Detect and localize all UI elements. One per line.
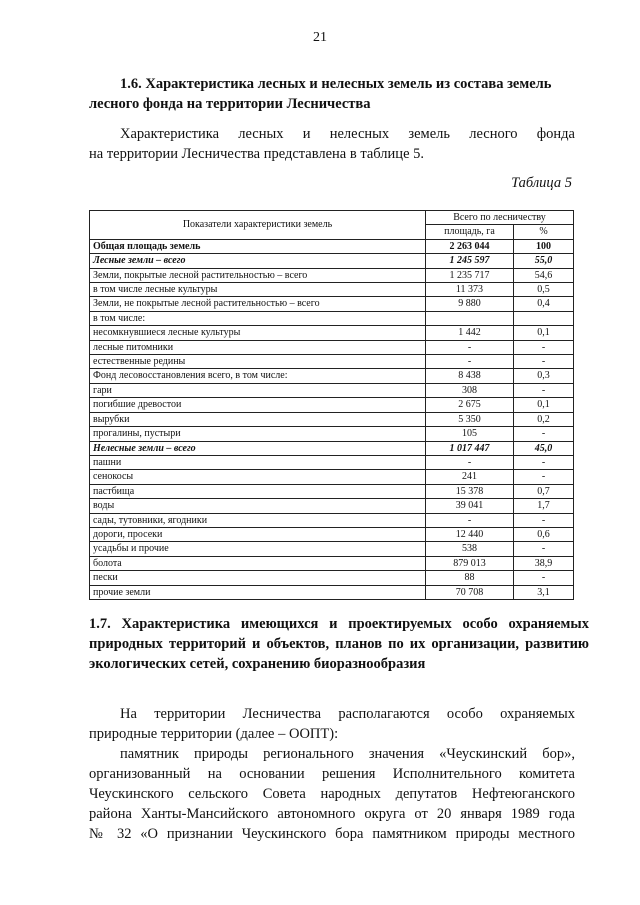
row-label: сады, тутовники, ягодники [90, 513, 426, 527]
row-percent: 54,6 [514, 268, 574, 282]
body-line-5: Чеускинского сельского Совета народных депутатов Нефтеюганского [89, 786, 575, 802]
row-percent: 45,0 [514, 441, 574, 455]
table-row [90, 484, 574, 498]
intro-line-2: на территории Лесничества представлена в таблице 5. [89, 146, 425, 162]
row-percent: 55,0 [514, 254, 574, 268]
table-row [90, 383, 574, 397]
row-area: 11 373 [426, 283, 514, 297]
row-percent: - [514, 340, 574, 354]
body-line-4: организованный на основании решения Исполнительного комитета [89, 766, 575, 782]
row-percent: - [514, 383, 574, 397]
section-heading-1-6: 1.6. Характеристика лесных и нелесных земель из состава земель лесного фонда на территории Лесничества [89, 76, 552, 112]
row-percent: 0,5 [514, 283, 574, 297]
table-row [90, 412, 574, 426]
row-percent: - [514, 513, 574, 527]
row-percent: 0,3 [514, 369, 574, 383]
row-label: гари [90, 383, 426, 397]
header-indicator: Показатели характеристики земель [90, 211, 426, 240]
row-label: вырубки [90, 412, 426, 426]
body-line-2: природные территории (далее – ООПТ): [89, 726, 339, 742]
table-row [90, 427, 574, 441]
row-label: Общая площадь земель [90, 239, 426, 253]
row-area: 105 [426, 427, 514, 441]
table-row [90, 455, 574, 469]
table-row [90, 283, 574, 297]
table-row [90, 441, 574, 455]
row-label: погибшие древостои [90, 398, 426, 412]
row-label: Нелесные земли – всего [90, 441, 426, 455]
row-label: Земли, не покрытые лесной растительностью – всего [90, 297, 426, 311]
row-percent: - [514, 427, 574, 441]
table-row [90, 556, 574, 570]
row-area: 241 [426, 470, 514, 484]
table-row [90, 499, 574, 513]
table-row [90, 239, 574, 253]
land-characteristics-table [89, 210, 574, 600]
section-heading-1-7: 1.7. Характеристика имеющихся и проектируемых особо охраняемых природных территорий и объектов, планов по их организации, развитию экологических сетей, сохранению биоразнообразия [89, 616, 589, 672]
row-area: 39 041 [426, 499, 514, 513]
table-row [90, 585, 574, 599]
intro-line-1: Характеристика лесных и нелесных земель лесного фонда [120, 126, 575, 142]
body-line-1: На территории Лесничества располагаются особо охраняемых [120, 706, 575, 722]
row-label: прочие земли [90, 585, 426, 599]
row-area: - [426, 355, 514, 369]
row-area: 5 350 [426, 412, 514, 426]
row-area: - [426, 340, 514, 354]
row-label: болота [90, 556, 426, 570]
row-area: 879 013 [426, 556, 514, 570]
row-area: 1 245 597 [426, 254, 514, 268]
row-area [426, 311, 514, 325]
table-row [90, 326, 574, 340]
row-label: усадьбы и прочие [90, 542, 426, 556]
row-label: Фонд лесовосстановления всего, в том числе: [90, 369, 426, 383]
row-percent: - [514, 455, 574, 469]
row-label: воды [90, 499, 426, 513]
row-label: пастбища [90, 484, 426, 498]
row-area: 538 [426, 542, 514, 556]
row-label: естественные редины [90, 355, 426, 369]
row-area: 12 440 [426, 527, 514, 541]
table-row [90, 340, 574, 354]
header-percent: % [514, 225, 574, 239]
row-percent: 1,7 [514, 499, 574, 513]
row-label: в том числе: [90, 311, 426, 325]
row-percent: 3,1 [514, 585, 574, 599]
row-percent: 0,4 [514, 297, 574, 311]
row-percent: - [514, 470, 574, 484]
row-area: 2 263 044 [426, 239, 514, 253]
row-area: 1 017 447 [426, 441, 514, 455]
row-percent: 38,9 [514, 556, 574, 570]
table-body [90, 239, 574, 599]
header-area: площадь, га [426, 225, 514, 239]
row-label: Лесные земли – всего [90, 254, 426, 268]
row-area: 70 708 [426, 585, 514, 599]
row-label: сенокосы [90, 470, 426, 484]
body-line-6: района Ханты-Мансийского автономного округа от 20 января 1989 года [89, 806, 575, 822]
table-caption: Таблица 5 [511, 175, 572, 191]
table-row [90, 355, 574, 369]
row-percent: 0,1 [514, 398, 574, 412]
row-percent: 0,7 [514, 484, 574, 498]
row-area: 9 880 [426, 297, 514, 311]
row-label: в том числе лесные культуры [90, 283, 426, 297]
table-row [90, 470, 574, 484]
header-total: Всего по лесничеству [426, 211, 574, 225]
row-area: 1 235 717 [426, 268, 514, 282]
row-label: несомкнувшиеся лесные культуры [90, 326, 426, 340]
row-label: пашни [90, 455, 426, 469]
table-row [90, 268, 574, 282]
table-row [90, 571, 574, 585]
row-area: 8 438 [426, 369, 514, 383]
table-row [90, 254, 574, 268]
row-area: 15 378 [426, 484, 514, 498]
row-label: прогалины, пустыри [90, 427, 426, 441]
row-label: дороги, просеки [90, 527, 426, 541]
row-area: 88 [426, 571, 514, 585]
table-row [90, 513, 574, 527]
row-percent: - [514, 355, 574, 369]
table-row [90, 398, 574, 412]
body-line-3: памятник природы регионального значения «Чеускинский бор», [120, 746, 575, 762]
row-area: 2 675 [426, 398, 514, 412]
row-percent: - [514, 542, 574, 556]
table-row [90, 297, 574, 311]
row-percent: 0,1 [514, 326, 574, 340]
row-label: Земли, покрытые лесной растительностью – всего [90, 268, 426, 282]
body-line-7: № 32 «О признании Чеускинского бора памятником природы местного [89, 826, 575, 842]
row-percent: 0,6 [514, 527, 574, 541]
table-row [90, 542, 574, 556]
table-row [90, 369, 574, 383]
row-label: лесные питомники [90, 340, 426, 354]
row-area: - [426, 513, 514, 527]
row-percent: - [514, 571, 574, 585]
row-percent: 0,2 [514, 412, 574, 426]
page-number: 21 [313, 30, 327, 45]
row-area: 308 [426, 383, 514, 397]
table-row [90, 527, 574, 541]
row-label: пески [90, 571, 426, 585]
row-percent: 100 [514, 239, 574, 253]
table-row [90, 311, 574, 325]
row-area: 1 442 [426, 326, 514, 340]
row-area: - [426, 455, 514, 469]
row-percent [514, 311, 574, 325]
